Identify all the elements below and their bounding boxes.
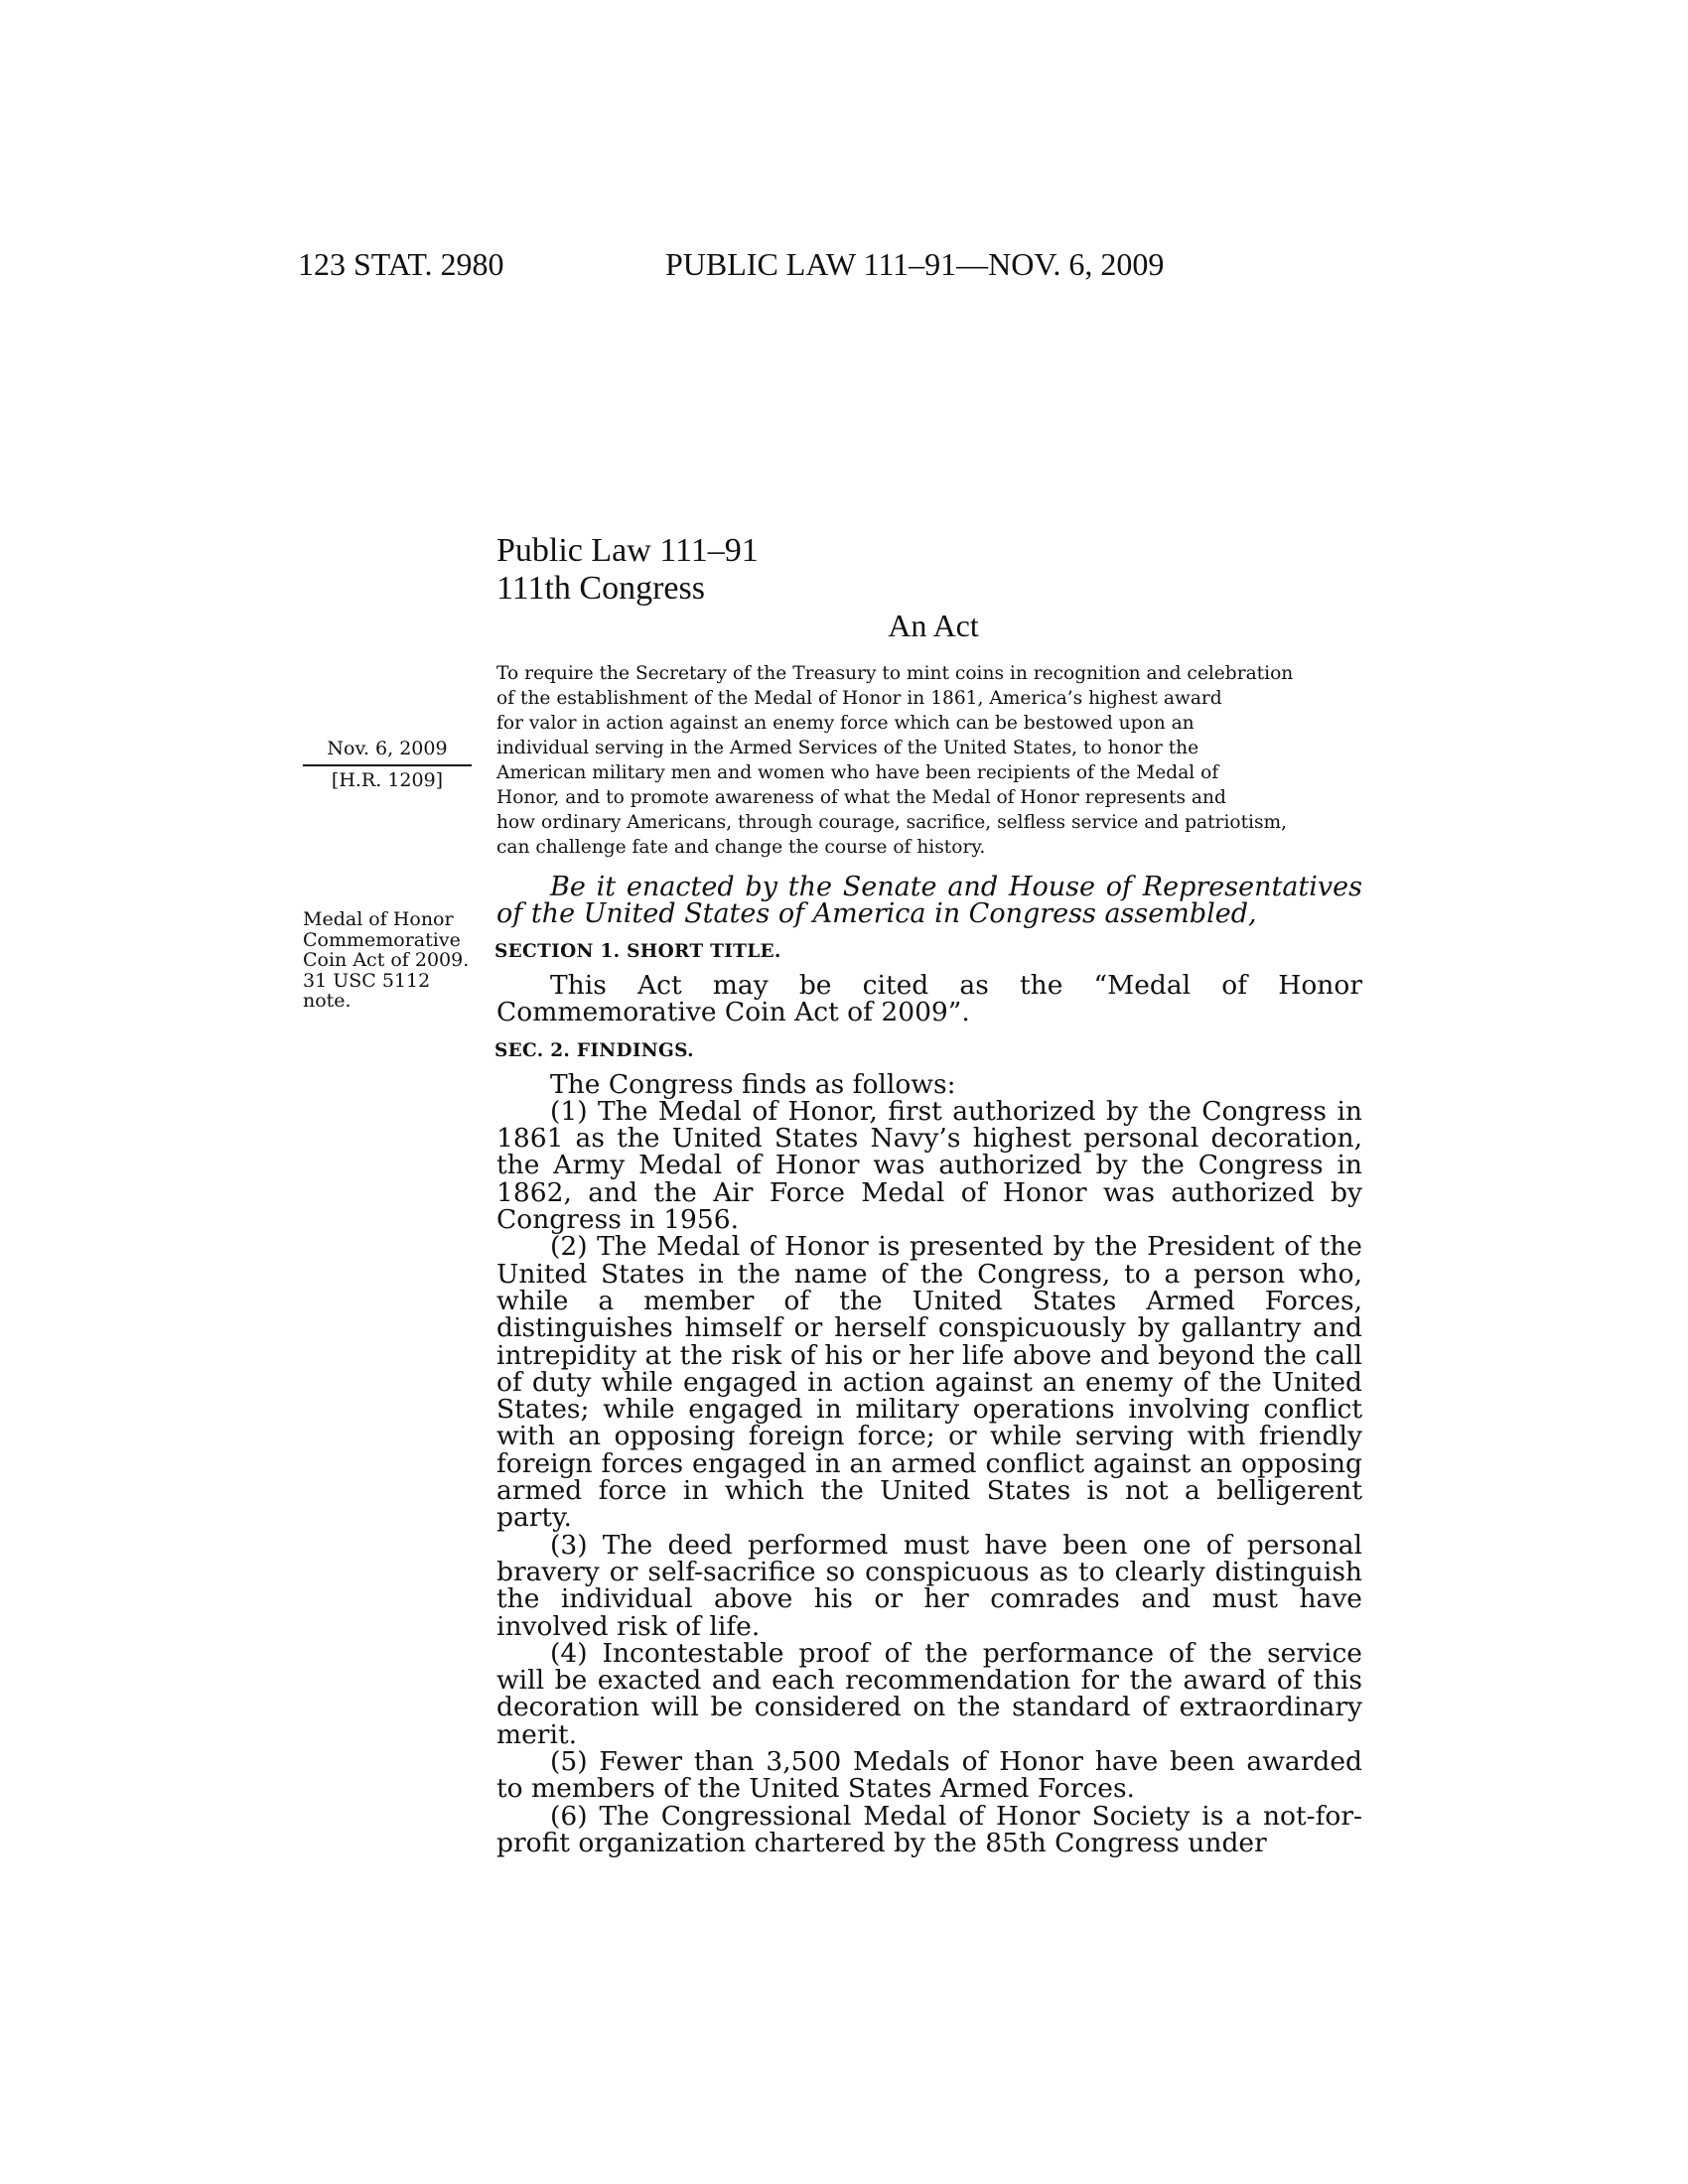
statute-citation: 123 STAT. 2980 (298, 246, 504, 282)
public-law-citation: PUBLIC LAW 111–91—NOV. 6, 2009 (665, 246, 1165, 282)
purpose-line: how ordinary Americans, through courage, sacrifice, selfless service and patriotism, (496, 812, 1288, 833)
public-law-number: Public Law 111–91 (496, 532, 759, 569)
act-purpose (496, 661, 1360, 860)
finding-5: (5) Fewer than 3,500 Medals of Honor have been awarded to members of the United States Armed Forces. (496, 1746, 1362, 1805)
margin-note-short-title (303, 909, 482, 1012)
bill-number: [H.R. 1209] (331, 769, 444, 791)
law-title-block (496, 532, 759, 608)
purpose-line: of the establishment of the Medal of Honor in 1861, America’s highest award (496, 688, 1222, 709)
purpose-line: Honor, and to promote awareness of what the Medal of Honor represents and (496, 787, 1226, 808)
margin-note-line: 31 USC 5112 (303, 969, 431, 992)
congress-number: 111th Congress (496, 570, 705, 607)
purpose-line: can challenge fate and change the course of history. (496, 837, 986, 858)
findings-intro: The Congress finds as follows: (550, 1068, 956, 1100)
margin-rule (303, 764, 472, 766)
purpose-line: for valor in action against an enemy force which can be bestowed upon an (496, 713, 1195, 734)
section-1-text: This Act may be cited as the “Medal of Honor Commemorative Coin Act of 2009”. (496, 970, 1362, 1028)
margin-note-date (303, 737, 472, 792)
running-header (298, 246, 1370, 286)
margin-note-line: Medal of Honor (303, 908, 454, 930)
finding-2: (2) The Medal of Honor is presented by the President of the United States in the name of the Congress, to a person who, while a member of the United States Armed Forces, distinguishes himself or herself conspicuously by gallantry and intrepidity at the risk of his or her life above and beyond the call of duty while engaged in action against an enemy of the United States; while engaged in military operations involving conflict with an opposing foreign force; or while serving with friendly foreign forces engaged in an armed conflict against an opposing armed force in which the United States is not a belligerent party. (496, 1231, 1362, 1534)
finding-1: (1) The Medal of Honor, first authorized by the Congress in 1861 as the United States Navy’s highest personal decoration, the Army Medal of Honor was authorized by the Congress in 1862, and the Air Force Medal of Honor was authorized by Congress in 1956. (496, 1095, 1362, 1236)
act-heading: An Act (888, 608, 979, 643)
purpose-line: individual serving in the Armed Services of the United States, to honor the (496, 738, 1199, 758)
finding-3: (3) The deed performed must have been one of personal bravery or self-sacrifice so conspicuous as to clearly distinguish the individual above his or her comrades and must have involved risk of life. (496, 1529, 1362, 1642)
purpose-line: To require the Secretary of the Treasury to mint coins in recognition and celebration (496, 663, 1294, 684)
enacting-clause: Be it enacted by the Senate and House of Representatives of the United States of America in Congress assembled, (496, 872, 1362, 929)
finding-4: (4) Incontestable proof of the performance of the service will be exacted and each recommendation for the award of this decoration will be considered on the standard of extraordinary merit. (496, 1637, 1362, 1750)
section-2-heading: SEC. 2. FINDINGS. (494, 1039, 694, 1061)
act-body (496, 874, 1362, 1856)
finding-6: (6) The Congressional Medal of Honor Society is a not-for-profit organization chartered by the 85th Congress under (496, 1800, 1362, 1858)
purpose-line: American military men and women who have been recipients of the Medal of (496, 762, 1219, 783)
margin-note-line: Commemorative (303, 928, 461, 951)
margin-note-line: Coin Act of 2009. (303, 949, 470, 971)
enactment-date: Nov. 6, 2009 (327, 738, 448, 759)
margin-note-line: note. (303, 990, 352, 1012)
section-1-heading: SECTION 1. SHORT TITLE. (494, 941, 781, 962)
